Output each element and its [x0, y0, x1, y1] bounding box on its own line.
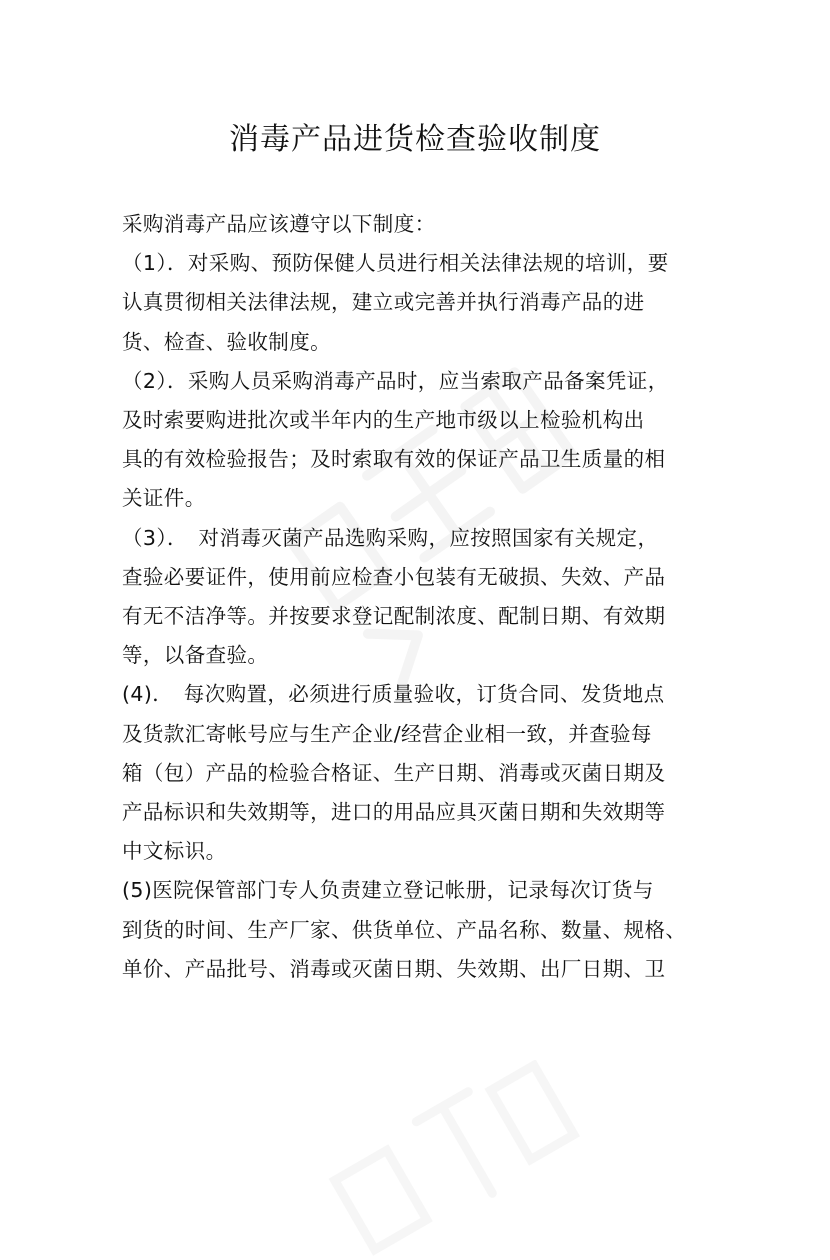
- paragraph-line: 货、检查、验收制度。: [122, 329, 331, 354]
- paragraph-line: (5)医院保管部门专人负责建立登记帐册，记录每次订货与: [122, 878, 654, 903]
- paragraph-line: 有无不洁净等。并按要求登记配制浓度、配制日期、有效期: [122, 604, 666, 629]
- paragraph-line: 认真贯彻相关法律法规，建立或完善并执行消毒产品的进: [122, 290, 645, 315]
- paragraph-line: （2）．采购人员采购消毒产品时，应当索取产品备案凭证，: [122, 368, 669, 393]
- document-body: [122, 205, 712, 989]
- paragraph-line: 等，以备查验。: [122, 643, 269, 668]
- paragraph-line: 关证件。: [122, 486, 206, 511]
- paragraph-line: （1）．对采购、预防保健人员进行相关法律法规的培训，要: [122, 251, 669, 276]
- document-title: 消毒产品进货检查验收制度: [229, 122, 601, 157]
- paragraph-line: 中文标识。: [122, 839, 227, 864]
- paragraph-line: （3）． 对消毒灭菌产品选购采购，应按照国家有关规定，: [122, 525, 659, 550]
- paragraph-line: 查验必要证件，使用前应检查小包装有无破损、失效、产品: [122, 564, 666, 589]
- paragraph-line: 采购消毒产品应该遵守以下制度：: [122, 212, 436, 236]
- paragraph-line: 及货款汇寄帐号应与生产企业/经营企业相一致，并查验每: [122, 721, 652, 746]
- paragraph-line: 具的有效检验报告；及时索取有效的保证产品卫生质量的相: [122, 447, 666, 472]
- paragraph-line: 单价、产品批号、消毒或灭菌日期、失效期、出厂日期、卫: [122, 956, 666, 981]
- paragraph-line: 到货的时间、生产厂家、供货单位、产品名称、数量、规格、: [122, 917, 687, 942]
- paragraph-line: 产品标识和失效期等，进口的用品应具灭菌日期和失效期等: [122, 800, 666, 825]
- paragraph-line: 箱（包）产品的检验合格证、生产日期、消毒或灭菌日期及: [122, 760, 666, 785]
- paragraph-line: (4)． 每次购置，必须进行质量验收，订货合同、发货地点: [122, 682, 665, 707]
- paragraph-line: 及时索要购进批次或半年内的生产地市级以上检验机构出: [122, 408, 645, 433]
